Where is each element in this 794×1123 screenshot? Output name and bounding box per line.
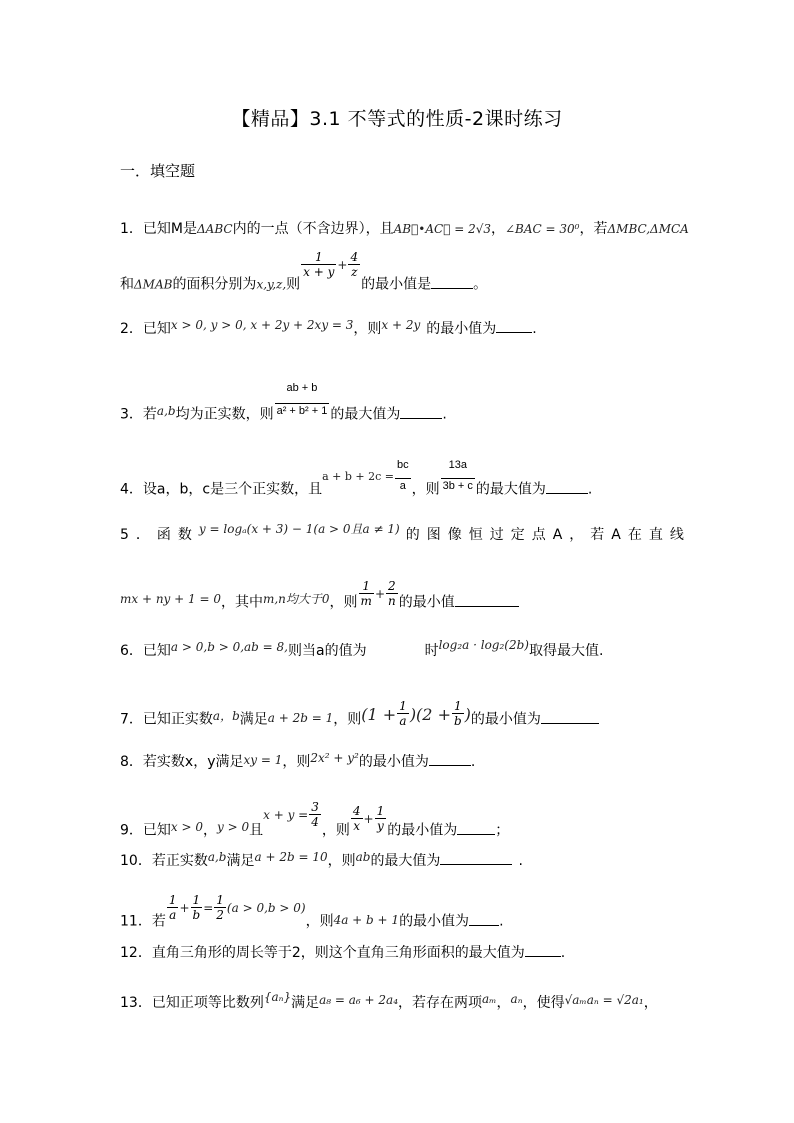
- math-expression: (1 +: [361, 704, 397, 724]
- fraction: [441, 458, 475, 493]
- answer-blank[interactable]: [496, 320, 532, 333]
- denominator: b: [192, 908, 201, 922]
- question-text: ，: [496, 995, 511, 1011]
- question-text: 取得最大值.: [528, 643, 604, 659]
- answer-blank[interactable]: [400, 406, 442, 419]
- denominator: a² + b² + 1: [276, 405, 328, 417]
- question-text: 已知: [142, 321, 171, 337]
- punctuation: .: [587, 481, 593, 498]
- question-text: 的最大值为: [475, 481, 546, 498]
- numerator: 1: [359, 579, 374, 594]
- question-text: 满足: [239, 711, 268, 728]
- math-expression: y = logₐ(x + 3) − 1(a > 0且a ≠ 1): [198, 522, 400, 536]
- fraction: [452, 699, 464, 728]
- math-expression: a，b: [212, 708, 240, 723]
- question-number: 1．: [120, 221, 143, 237]
- question-number: 3．: [120, 406, 143, 423]
- numerator: 1: [376, 804, 385, 818]
- math-operator: +: [374, 586, 385, 601]
- fraction: [214, 893, 226, 922]
- question-text: 若: [151, 913, 166, 930]
- math-expression: √aₘaₙ = √2a₁: [564, 993, 644, 1007]
- question-number: 9．: [120, 822, 143, 839]
- question-text: 的最小值为: [387, 822, 458, 839]
- denominator: y: [377, 819, 384, 833]
- math-expression: a + b + 2c =: [322, 469, 394, 483]
- question-text: 已知正实数: [142, 711, 213, 728]
- question-text: ，则: [411, 481, 440, 498]
- question-text: ，则: [327, 853, 356, 869]
- question-text: 若: [142, 406, 157, 423]
- question-number: 6．: [120, 643, 143, 659]
- question-text: ，: [491, 221, 505, 237]
- fraction: [275, 381, 330, 418]
- math-expression: x + y =: [263, 807, 309, 822]
- math-expression: x > 0, y > 0, x + 2y + 2xy = 3: [170, 318, 354, 332]
- math-operator: +: [337, 257, 348, 272]
- numerator: 2: [386, 579, 398, 594]
- math-expression: xy = 1: [243, 753, 283, 767]
- question-3: [120, 382, 447, 433]
- question-8: [120, 753, 475, 769]
- math-expression: a,b: [207, 850, 227, 864]
- question-6: [120, 638, 604, 659]
- numerator: ab + b: [275, 381, 330, 404]
- punctuation: ，: [643, 995, 658, 1011]
- answer-blank[interactable]: [525, 944, 561, 957]
- question-text: 内的一点（不含边界），且: [232, 221, 394, 237]
- denominator: b: [453, 714, 462, 728]
- fraction: [167, 893, 179, 922]
- numerator: 4: [350, 250, 359, 264]
- denominator: 4: [311, 815, 319, 829]
- punctuation: .: [560, 945, 566, 961]
- answer-blank[interactable]: [457, 822, 495, 835]
- fraction: [191, 893, 203, 922]
- math-expression: ): [464, 704, 471, 724]
- math-expression: a₈ = a₆ + 2a₄: [319, 993, 399, 1007]
- denominator: 3b + c: [442, 480, 473, 492]
- answer-blank[interactable]: [546, 481, 588, 494]
- question-7: [120, 699, 599, 734]
- fraction: [359, 579, 374, 608]
- question-number: 5．: [120, 527, 157, 543]
- question-text: 的面积分别为: [172, 276, 257, 293]
- question-text: ，其中: [220, 594, 263, 611]
- fraction: [351, 804, 363, 833]
- denominator: m: [360, 594, 372, 608]
- math-expression: (a > 0,b > 0): [226, 900, 306, 915]
- question-number: 7．: [120, 711, 143, 728]
- question-text: 已知: [142, 643, 171, 659]
- math-operator: +: [179, 900, 190, 915]
- question-text: 的最小值为: [399, 913, 470, 930]
- question-text: 时: [424, 643, 439, 659]
- numerator: 4: [352, 804, 361, 818]
- fraction: [375, 804, 387, 833]
- math-expression: a > 0,b > 0,ab = 8,: [170, 640, 288, 654]
- math-expression: y > 0: [217, 819, 250, 834]
- math-expression: ΔMAB: [134, 277, 173, 292]
- page-title: 【精品】3.1 不等式的性质-2课时练习: [231, 108, 563, 130]
- denominator: 2: [216, 908, 224, 922]
- math-expression: 2x² + y²: [310, 751, 359, 765]
- question-text: 则当a的值为: [288, 643, 367, 659]
- numerator: 1: [168, 893, 177, 907]
- question-text: ，则: [305, 913, 334, 930]
- question-text: ，: [203, 822, 218, 839]
- question-number: 10．: [120, 853, 152, 869]
- question-number: 12．: [120, 945, 152, 961]
- answer-blank[interactable]: [541, 711, 599, 724]
- denominator: a: [399, 714, 407, 728]
- question-number: 4．: [120, 481, 143, 498]
- question-text: 均为正实数，则: [175, 406, 274, 423]
- punctuation: .: [532, 321, 537, 337]
- math-expression: m,n均大于0: [262, 591, 330, 606]
- question-text: 设a，b，c是三个正实数，且: [142, 481, 323, 498]
- question-13: [120, 990, 658, 1011]
- question-text: 直角三角形的周长等于2，则这个直角三角形面积的最大值为: [151, 945, 525, 961]
- question-12: [120, 944, 565, 960]
- question-text: 的最小值: [398, 594, 455, 611]
- answer-blank[interactable]: [455, 594, 519, 607]
- math-expression: )(2 +: [409, 704, 451, 724]
- section-heading: 一．填空题: [120, 162, 196, 180]
- question-9: [120, 800, 510, 845]
- math-expression: mx + ny + 1 = 0: [120, 591, 221, 606]
- question-text: 的最大值为: [330, 406, 401, 423]
- fraction: [309, 800, 321, 829]
- math-expression: x,y,z,: [256, 277, 287, 292]
- punctuation: .: [442, 406, 447, 423]
- denominator: x + y: [303, 265, 335, 279]
- question-1-line-2: [120, 250, 488, 299]
- denominator: a: [399, 480, 406, 492]
- numerator: 1: [301, 250, 336, 265]
- answer-blank[interactable]: [367, 643, 425, 655]
- numerator: bc: [395, 458, 411, 479]
- question-text: ，则: [321, 822, 350, 839]
- question-text: 若正实数: [151, 853, 208, 869]
- question-11: [120, 893, 504, 936]
- math-expression: AB⃗•AC⃗ = 2√3: [393, 222, 491, 236]
- question-number: 13．: [120, 995, 152, 1011]
- math-expression: a + 2b = 10: [254, 850, 328, 864]
- question-text: 的图像恒过定点A，若A在直线: [405, 527, 691, 543]
- question-text: 的最大值为: [370, 853, 441, 869]
- punctuation: .: [499, 913, 504, 930]
- denominator: n: [388, 594, 396, 608]
- question-text: 已知M是: [142, 221, 198, 237]
- numerator: 1: [216, 893, 224, 907]
- question-number: 8．: [120, 754, 143, 770]
- punctuation: 。: [473, 276, 488, 293]
- punctuation: .: [470, 754, 476, 770]
- math-expression: ∠BAC = 30⁰: [505, 222, 580, 236]
- math-expression: aₙ: [510, 992, 523, 1006]
- question-text: ，若: [579, 221, 608, 237]
- question-4: [120, 459, 593, 507]
- question-text: ，则: [329, 594, 358, 611]
- math-expression: ab: [355, 850, 371, 864]
- math-operator: +: [363, 811, 374, 826]
- fraction: [301, 250, 336, 279]
- math-expression: aₘ: [482, 992, 497, 1006]
- math-expression: x + 2y: [381, 318, 421, 332]
- math-expression: ΔABC: [197, 222, 233, 236]
- answer-blank[interactable]: [429, 753, 471, 766]
- math-operator: =: [203, 900, 214, 915]
- question-10: [120, 852, 523, 868]
- question-text: 则: [286, 276, 301, 293]
- numerator: 13a: [441, 458, 475, 479]
- fraction: [397, 699, 409, 728]
- math-expression: a,b: [156, 403, 176, 418]
- question-text: 的最小值是: [361, 276, 432, 293]
- question-1-line-1: [120, 222, 689, 236]
- question-text: 的最小值为: [426, 321, 497, 337]
- numerator: 1: [399, 699, 407, 713]
- question-text: 函数: [156, 527, 199, 543]
- question-number: 2．: [120, 321, 143, 337]
- question-text: 的最小值为: [470, 711, 541, 728]
- numerator: 1: [191, 893, 203, 908]
- question-number: 11．: [120, 913, 152, 930]
- question-text: ，则: [333, 711, 362, 728]
- question-text: ，使得: [522, 995, 565, 1011]
- math-expression: a + 2b = 1: [267, 710, 334, 725]
- math-expression: {aₙ}: [263, 990, 292, 1004]
- numerator: 1: [452, 699, 464, 714]
- math-expression: 4a + b + 1: [333, 912, 400, 927]
- fraction: [395, 458, 411, 493]
- fraction: [386, 579, 398, 608]
- question-text: ，则: [282, 754, 311, 770]
- question-5-line-1: [120, 522, 691, 543]
- question-text: ，则: [353, 321, 382, 337]
- punctuation: ；: [495, 822, 510, 839]
- punctuation: .: [518, 853, 523, 869]
- question-text: 且: [249, 822, 264, 839]
- answer-blank[interactable]: [431, 276, 473, 289]
- answer-blank[interactable]: [469, 913, 499, 926]
- question-text: 和: [120, 276, 134, 293]
- question-5-line-2: [120, 579, 519, 617]
- question-text: 已知: [142, 822, 171, 839]
- denominator: a: [169, 908, 177, 922]
- question-text: 满足: [291, 995, 320, 1011]
- question-text: 已知正项等比数列: [151, 995, 264, 1011]
- numerator: 3: [311, 800, 319, 814]
- question-text: 的最小值为: [358, 754, 429, 770]
- question-2: [120, 320, 537, 336]
- math-expression: log₂a · log₂(2b): [438, 638, 529, 652]
- math-expression: ΔMBC,ΔMCA: [607, 222, 689, 236]
- question-text: ，若存在两项: [398, 995, 483, 1011]
- denominator: z: [351, 265, 358, 279]
- question-text: 若实数x，y满足: [142, 754, 244, 770]
- question-text: 满足: [226, 853, 255, 869]
- denominator: x: [353, 819, 361, 833]
- answer-blank[interactable]: [440, 852, 512, 865]
- fraction: [348, 250, 360, 279]
- math-expression: x > 0: [170, 819, 204, 834]
